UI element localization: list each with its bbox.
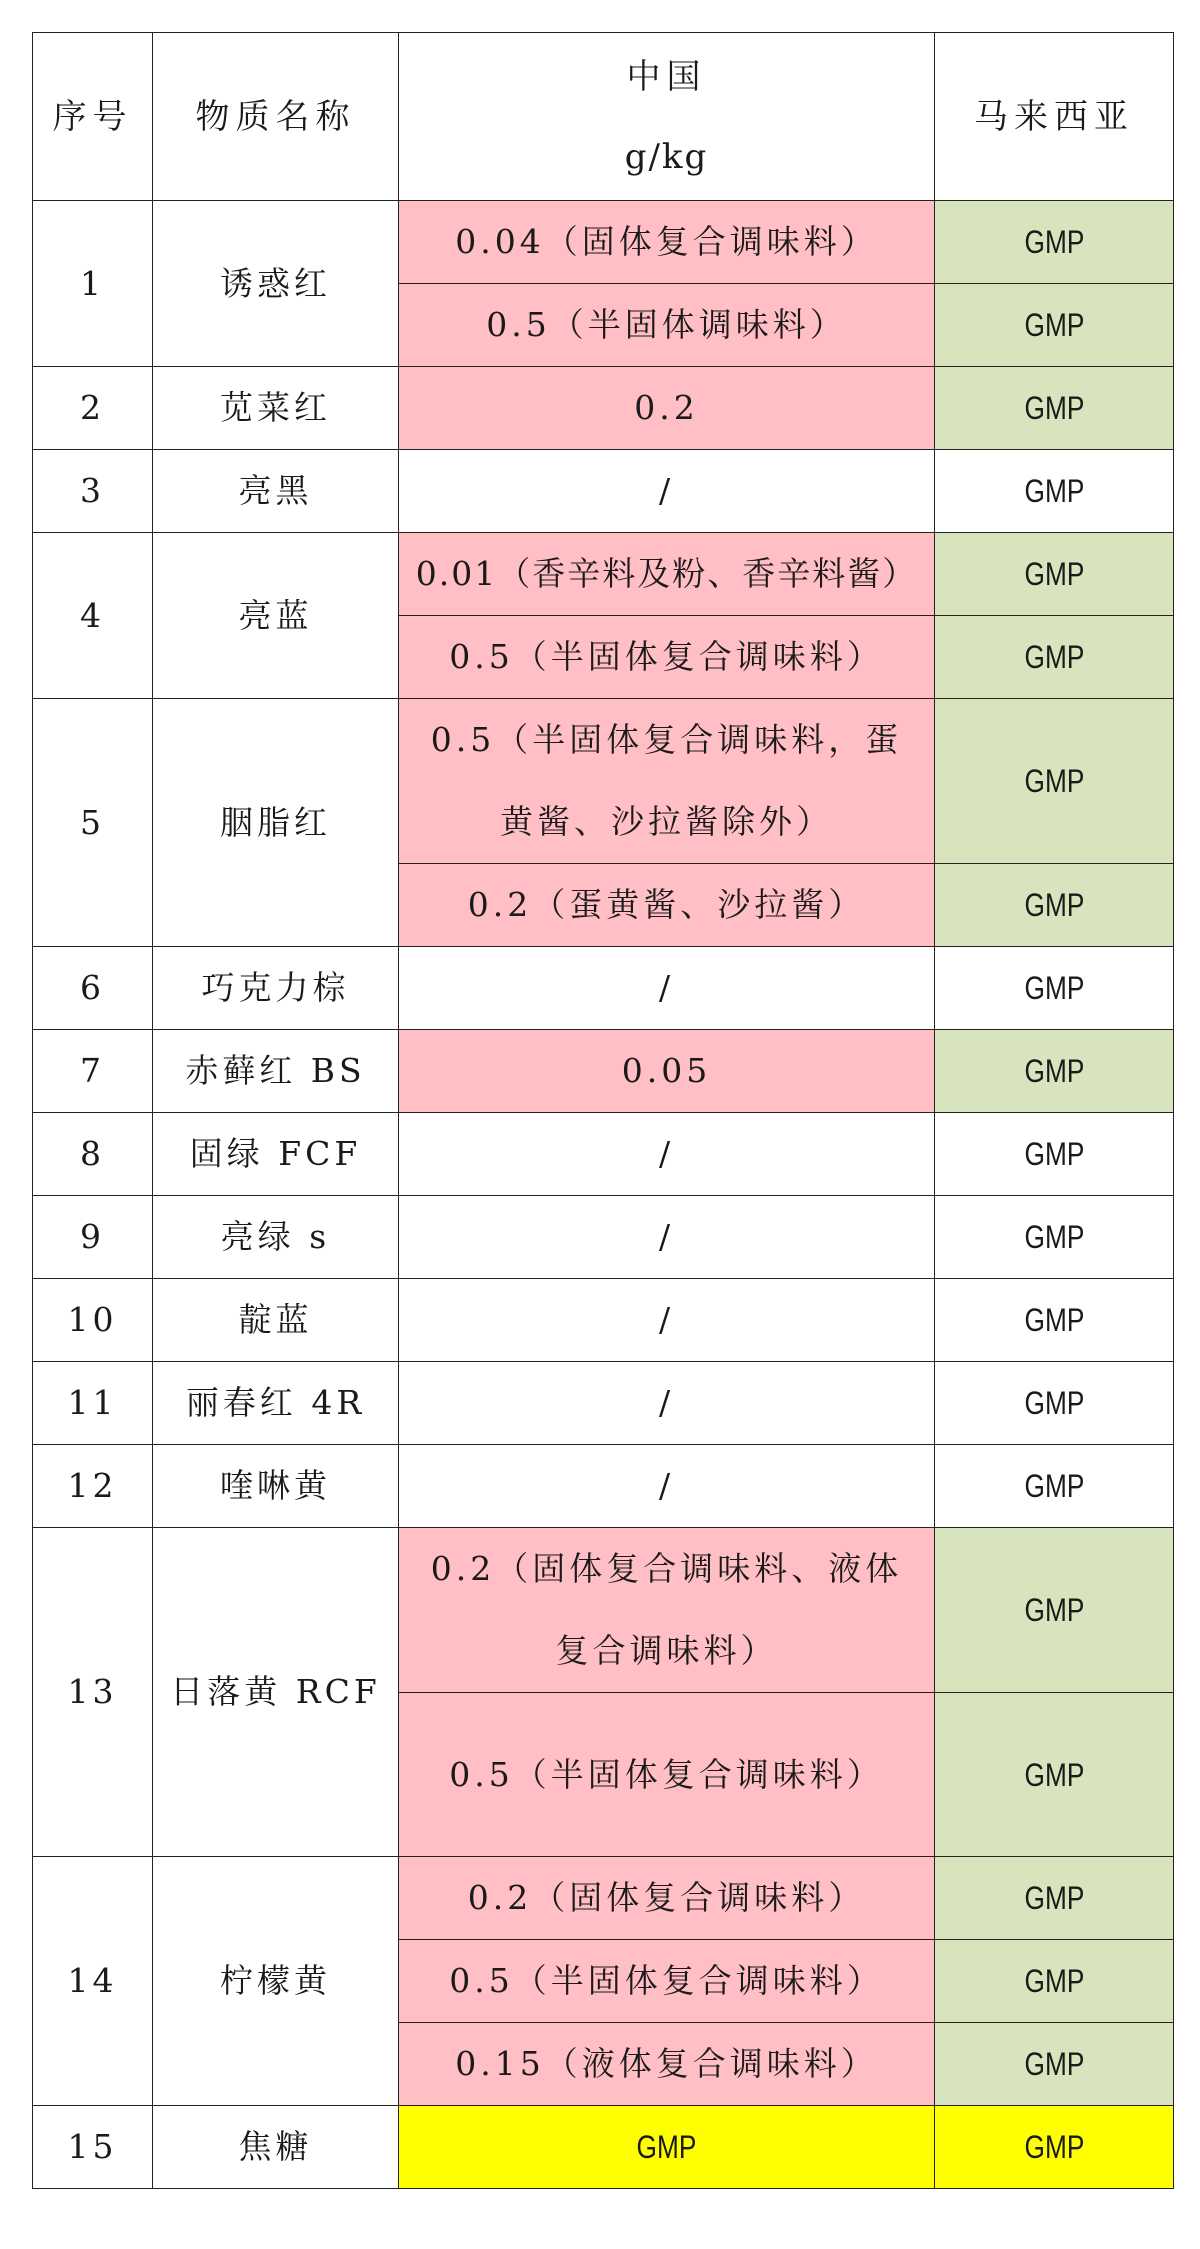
table-row (33, 699, 1174, 864)
malaysia-limit: GMP (935, 2023, 1174, 2106)
china-limit: 0.15（液体复合调味料） (399, 2023, 935, 2106)
china-limit: 0.5（半固体复合调味料） (399, 616, 935, 699)
table-row (33, 1196, 1174, 1279)
row-name: 亮蓝 (153, 533, 399, 699)
row-name: 日落黄 RCF (153, 1528, 399, 1857)
header-china-label: 中国 (626, 56, 707, 97)
table-row (33, 1030, 1174, 1113)
china-limit: 0.5（半固体复合调味料，蛋黄酱、沙拉酱除外） (399, 699, 935, 864)
malaysia-limit: GMP (935, 367, 1174, 450)
malaysia-limit: GMP (935, 201, 1174, 284)
malaysia-limit: GMP (935, 450, 1174, 533)
row-name: 诱惑红 (153, 201, 399, 367)
china-limit: GMP (399, 2106, 935, 2189)
header-malaysia: 马来西亚 (935, 33, 1174, 201)
row-name: 亮绿 s (153, 1196, 399, 1279)
malaysia-limit: GMP (935, 1279, 1174, 1362)
row-name: 靛蓝 (153, 1279, 399, 1362)
malaysia-limit: GMP (935, 533, 1174, 616)
row-name: 喹啉黄 (153, 1445, 399, 1528)
table-row (33, 2106, 1174, 2189)
table-row (33, 1857, 1174, 1940)
row-index: 9 (33, 1196, 153, 1279)
header-china (399, 33, 935, 201)
row-index: 6 (33, 947, 153, 1030)
table-row (33, 367, 1174, 450)
china-limit: 0.5（半固体复合调味料） (399, 1693, 935, 1857)
header-name: 物质名称 (153, 33, 399, 201)
row-name: 赤藓红 BS (153, 1030, 399, 1113)
row-index: 5 (33, 699, 153, 947)
table-row (33, 450, 1174, 533)
colorant-comparison-table (32, 32, 1174, 2189)
china-limit: 0.04（固体复合调味料） (399, 201, 935, 284)
malaysia-limit: GMP (935, 1940, 1174, 2023)
malaysia-limit: GMP (935, 1857, 1174, 1940)
table-row (33, 1445, 1174, 1528)
malaysia-limit: GMP (935, 864, 1174, 947)
row-name: 柠檬黄 (153, 1857, 399, 2106)
row-name: 丽春红 4R (153, 1362, 399, 1445)
row-name: 苋菜红 (153, 367, 399, 450)
row-index: 13 (33, 1528, 153, 1857)
china-limit: 0.01（香辛料及粉、香辛料酱） (399, 533, 935, 616)
malaysia-limit: GMP (935, 699, 1174, 864)
malaysia-limit: GMP (935, 1693, 1174, 1857)
malaysia-limit: GMP (935, 284, 1174, 367)
china-limit: / (399, 1113, 935, 1196)
china-limit: / (399, 947, 935, 1030)
china-limit: / (399, 1362, 935, 1445)
row-index: 8 (33, 1113, 153, 1196)
malaysia-limit: GMP (935, 616, 1174, 699)
row-index: 11 (33, 1362, 153, 1445)
table-row (33, 1113, 1174, 1196)
china-limit: 0.2（固体复合调味料） (399, 1857, 935, 1940)
china-limit: / (399, 1196, 935, 1279)
row-index: 14 (33, 1857, 153, 2106)
china-limit: 0.5（半固体复合调味料） (399, 1940, 935, 2023)
table-row (33, 1279, 1174, 1362)
row-index: 3 (33, 450, 153, 533)
china-limit: 0.5（半固体调味料） (399, 284, 935, 367)
table-row (33, 1528, 1174, 1693)
row-index: 10 (33, 1279, 153, 1362)
china-limit: 0.2（固体复合调味料、液体复合调味料） (399, 1528, 935, 1693)
malaysia-limit: GMP (935, 1030, 1174, 1113)
row-index: 15 (33, 2106, 153, 2189)
malaysia-limit: GMP (935, 1113, 1174, 1196)
china-limit: / (399, 1279, 935, 1362)
row-index: 7 (33, 1030, 153, 1113)
malaysia-limit: GMP (935, 1445, 1174, 1528)
table-row (33, 947, 1174, 1030)
malaysia-limit: GMP (935, 2106, 1174, 2189)
malaysia-limit: GMP (935, 1528, 1174, 1693)
row-name: 亮黑 (153, 450, 399, 533)
row-name: 固绿 FCF (153, 1113, 399, 1196)
table-row (33, 1362, 1174, 1445)
china-limit: 0.2（蛋黄酱、沙拉酱） (399, 864, 935, 947)
row-index: 1 (33, 201, 153, 367)
header-index: 序号 (33, 33, 153, 201)
malaysia-limit: GMP (935, 1196, 1174, 1279)
row-name: 焦糖 (153, 2106, 399, 2189)
table-row (33, 201, 1174, 284)
row-index: 4 (33, 533, 153, 699)
row-index: 2 (33, 367, 153, 450)
china-limit: 0.05 (399, 1030, 935, 1113)
china-limit: / (399, 1445, 935, 1528)
row-name: 巧克力棕 (153, 947, 399, 1030)
china-limit: 0.2 (399, 367, 935, 450)
malaysia-limit: GMP (935, 947, 1174, 1030)
row-index: 12 (33, 1445, 153, 1528)
table-row (33, 533, 1174, 616)
china-limit: / (399, 450, 935, 533)
page (32, 32, 1174, 2189)
header-china-unit: g/kg (624, 136, 709, 177)
header-row (33, 33, 1174, 201)
malaysia-limit: GMP (935, 1362, 1174, 1445)
row-name: 胭脂红 (153, 699, 399, 947)
